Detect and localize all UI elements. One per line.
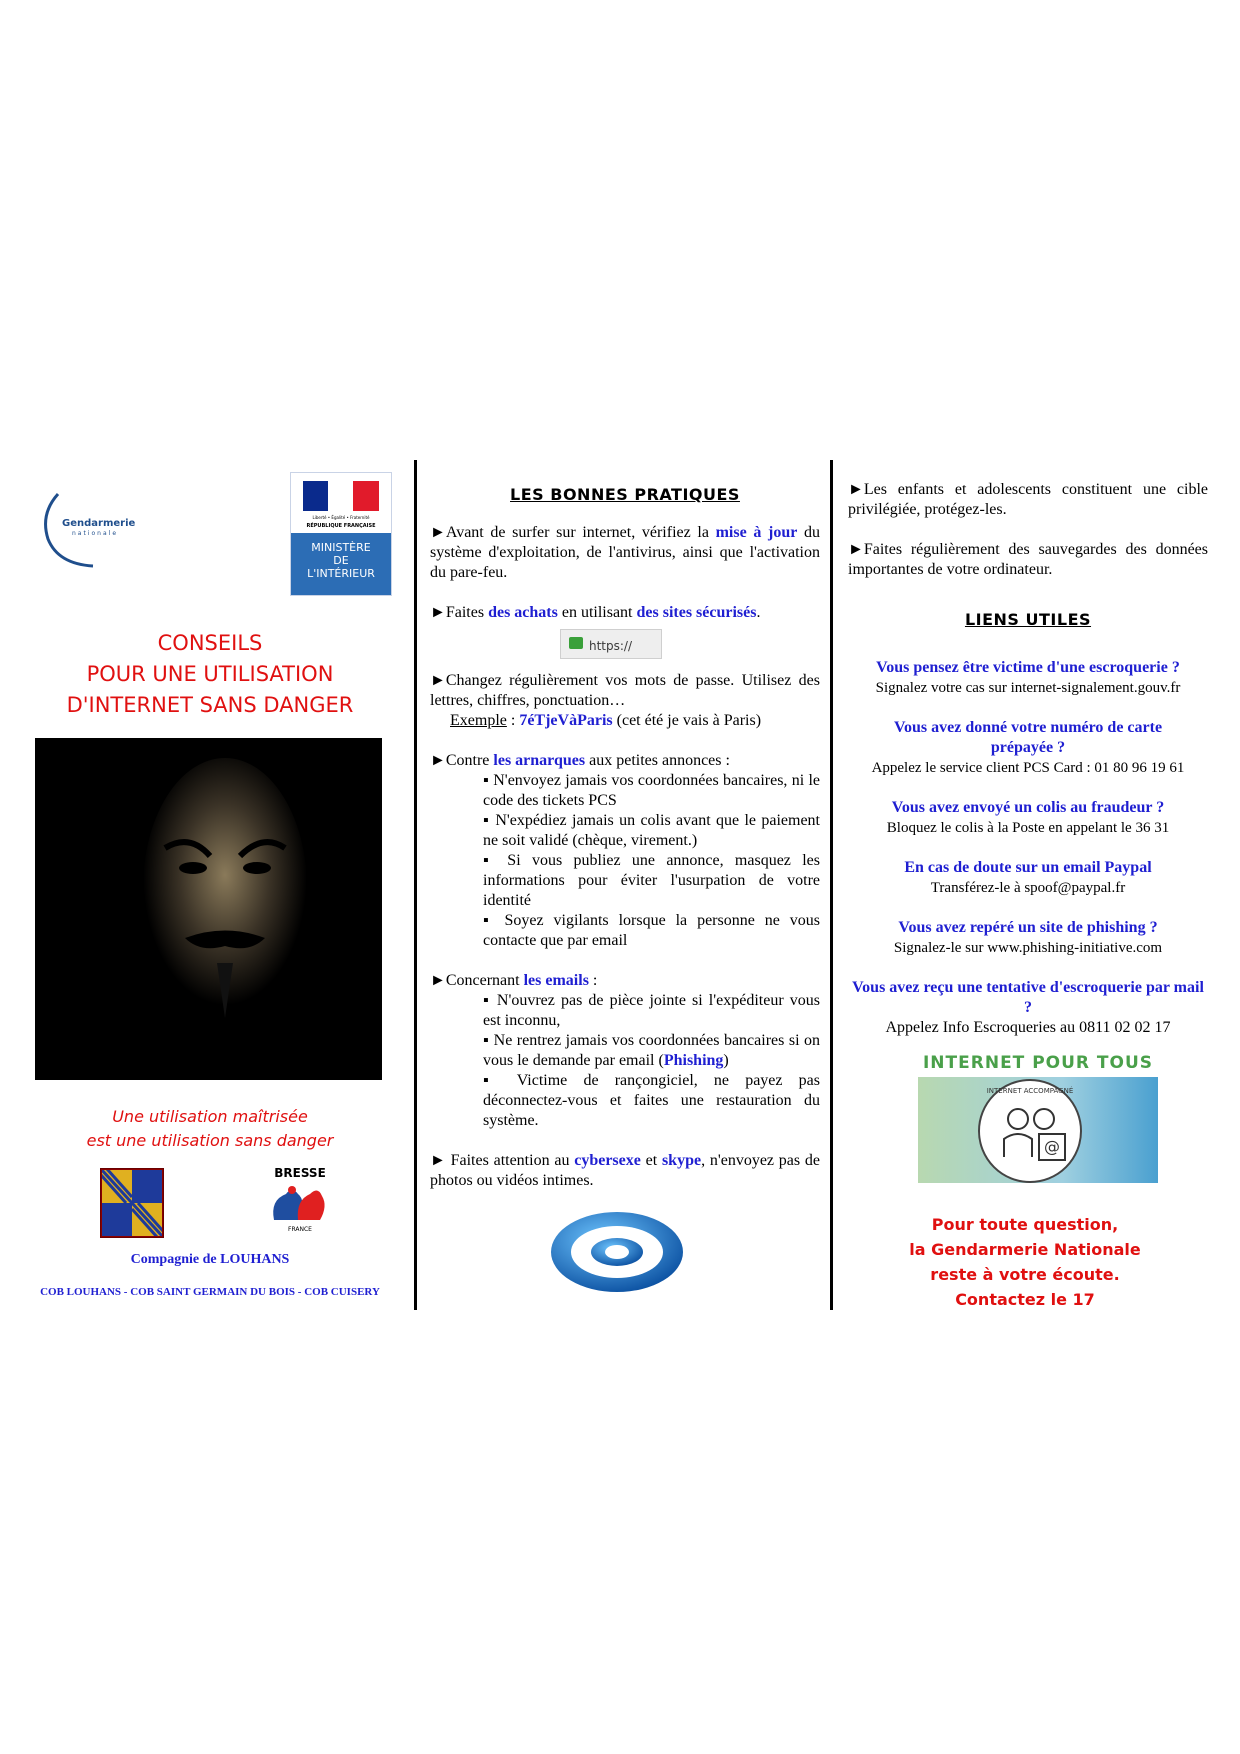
tagline-line-1: Une utilisation maîtrisée (112, 1107, 308, 1126)
useful-link-answer: Signalez-le sur www.phishing-initiative.com (893, 940, 1163, 956)
column-divider-2 (830, 460, 833, 1310)
list-item: ▪ Soyez vigilants lorsque la personne ne vous contacte que par email (483, 912, 820, 949)
tip-emails-post: : (588, 972, 598, 989)
tagline (40, 1105, 380, 1153)
tip-updates (430, 523, 820, 583)
brigades-list: COB LOUHANS - COB SAINT GERMAIN DU BOIS - COB CUISERY (40, 1286, 380, 1298)
column-divider-1 (414, 460, 417, 1310)
lock-icon (569, 637, 583, 649)
middle-column (430, 485, 820, 1191)
useful-link (848, 858, 1208, 898)
tip-secure-highlight-2: des sites sécurisés (636, 604, 757, 621)
gendarmerie-logo (38, 484, 148, 574)
ipt-at-icon: @ (1038, 1133, 1066, 1161)
tip-secure-pre: ►Faites (430, 604, 489, 621)
tip-children: ►Les enfants et adolescents constituent une cible privilégiée, protégez-les. (848, 481, 1208, 518)
title-line-2: POUR UNE UTILISATION (86, 662, 334, 686)
list-item: ▪ N'ouvrez pas de pièce jointe si l'expéditeur vous est inconnu, (483, 992, 820, 1029)
tip-classifieds-pre: ►Contre (430, 752, 494, 769)
closing-message (860, 1212, 1190, 1312)
ipt-badge (978, 1079, 1082, 1183)
phishing-bullet-pre: ▪ Ne rentrez jamais vos coordonnées bancaires si on vous le demande par email ( (483, 1032, 820, 1069)
bonnes-pratiques-heading: LES BONNES PRATIQUES (510, 485, 740, 504)
tip-cybersex-mid: et (640, 1152, 662, 1169)
list-item: ▪ N'envoyez jamais vos coordonnées bancaires, ni le code des tickets PCS (483, 772, 820, 809)
closing-line-4: Contactez le 17 (955, 1290, 1095, 1309)
useful-link (848, 718, 1208, 778)
tagline-line-2: est une utilisation sans danger (86, 1131, 334, 1150)
main-title (40, 628, 380, 721)
tip-emails (430, 971, 820, 991)
ministry-logo (290, 472, 392, 596)
gendarmerie-logo-line2: nationale (72, 530, 119, 537)
tip-cybersex-pre: ► Faites attention au (430, 1152, 575, 1169)
tip-updates-pre: ►Avant de surfer sur internet, vérifiez la (430, 524, 716, 541)
rooster-icon (262, 1180, 338, 1226)
list-item: ▪ Victime de rançongiciel, ne payez pas déconnectez-vous et faites une restauration du système. (483, 1072, 820, 1129)
tip-cybersex (430, 1151, 820, 1191)
gendarmerie-logo-line1: Gendarmerie (62, 518, 136, 529)
at-sign-logo (548, 1208, 686, 1296)
ipt-banner (918, 1077, 1158, 1183)
useful-link-answer: Signalez votre cas sur internet-signalement.gouv.fr (875, 680, 1181, 696)
useful-link (848, 918, 1208, 958)
tip-cybersex-highlight-2: skype (661, 1152, 702, 1169)
example-note: (cet été je vais à Paris) (612, 712, 762, 729)
tip-classifieds (430, 751, 820, 771)
marianne-flag (303, 481, 379, 511)
example-label: Exemple (450, 712, 507, 729)
ministry-republic: RÉPUBLIQUE FRANÇAISE (306, 523, 376, 529)
useful-link-question: Vous avez envoyé un colis au fraudeur ? (891, 799, 1165, 816)
tip-updates-highlight: mise à jour (715, 524, 798, 541)
title-line-1: CONSEILS (157, 631, 263, 655)
closing-line-1: Pour toute question, (931, 1215, 1119, 1234)
password-example (430, 711, 820, 731)
useful-link-answer: Bloquez le colis à la Poste en appelant le 36 31 (886, 820, 1170, 836)
title-line-3: D'INTERNET SANS DANGER (66, 693, 354, 717)
useful-link-question: Vous pensez être victime d'une escroquerie ? (876, 659, 1180, 676)
useful-link-answer: Appelez le service client PCS Card : 01 80 96 19 61 (871, 760, 1185, 776)
useful-link (848, 798, 1208, 838)
bresse-logo (262, 1166, 338, 1242)
bresse-country: FRANCE (288, 1226, 312, 1233)
tip-emails-highlight: les emails (523, 972, 589, 989)
tip-secure-post: . (756, 604, 761, 621)
phishing-bullet-highlight: Phishing (663, 1052, 724, 1069)
useful-link-question: En cas de doute sur un email Paypal (904, 859, 1152, 876)
tip-cybersex-highlight-1: cybersexe (574, 1152, 641, 1169)
tip-secure-mid: en utilisant (557, 604, 637, 621)
anonymous-mask-image (35, 738, 382, 1080)
tip-classifieds-post: aux petites annonces : (585, 752, 730, 769)
ministry-motto: Liberté • Égalité • Fraternité (312, 515, 370, 520)
useful-link-question: Vous avez repéré un site de phishing ? (898, 919, 1158, 936)
example-colon: : (506, 712, 520, 729)
tip-cybersex-post: , n'envoyez pas de photos ou vidéos intimes. (430, 1152, 821, 1189)
bresse-label: BRESSE (274, 1166, 326, 1180)
closing-line-3: reste à votre écoute. (930, 1265, 1120, 1284)
tip-passwords: ►Changez régulièrement vos mots de passe. Utilisez des lettres, chiffres, ponctuation… (430, 672, 820, 709)
gendarmerie-emblem (38, 484, 148, 574)
useful-link-question: Vous avez reçu une tentative d'escroquerie par mail ? (852, 979, 1204, 1016)
https-badge-text: https:// (589, 639, 633, 653)
tip-updates-post: du système d'exploitation, de l'antivirus, ainsi que l'activation du pare-feu. (430, 524, 821, 581)
ministry-line3: L'INTÉRIEUR (307, 567, 375, 580)
internet-pour-tous-logo (918, 1053, 1158, 1187)
phishing-bullet-post: ) (723, 1052, 729, 1069)
useful-link-question: Vous avez donné votre numéro de carte prépayée ? (893, 719, 1163, 756)
useful-link-answer: Transférez-le à spoof@paypal.fr (930, 880, 1126, 896)
useful-link-answer: Appelez Info Escroqueries au 0811 02 02 17 (885, 1019, 1171, 1036)
ipt-title: INTERNET POUR TOUS (922, 1053, 1154, 1073)
liens-utiles-heading: LIENS UTILES (964, 610, 1092, 629)
company-name: Compagnie de LOUHANS (130, 1252, 290, 1267)
list-item: ▪ N'expédiez jamais un colis avant que le paiement ne soit validé (chèque, virement.) (483, 812, 820, 849)
tip-secure-highlight-1: des achats (488, 604, 558, 621)
useful-link (848, 658, 1208, 698)
users-icon (980, 1081, 1080, 1181)
example-value: 7éTjeVàParis (519, 712, 613, 729)
right-column (848, 480, 1208, 1038)
list-item: ▪ Si vous publiez une annonce, masquez les informations pour éviter l'usurpation de votre identité (483, 852, 820, 909)
https-badge (560, 629, 662, 659)
ministry-line1: MINISTÈRE (311, 541, 371, 554)
ministry-blue-box (291, 533, 391, 595)
list-item (430, 1031, 820, 1071)
tip-secure-purchases (430, 603, 820, 623)
closing-line-2: la Gendarmerie Nationale (909, 1240, 1141, 1259)
tip-classifieds-highlight: les arnarques (493, 752, 586, 769)
useful-link (848, 978, 1208, 1038)
tip-emails-pre: ►Concernant (430, 972, 524, 989)
tip-backups: ►Faites régulièrement des sauvegardes des données importantes de votre ordinateur. (848, 541, 1208, 578)
ministry-line2: DE (333, 554, 349, 567)
ipt-arc-text: INTERNET ACCOMPAGNÉ (986, 1087, 1074, 1095)
burgundy-coat-of-arms (100, 1168, 164, 1238)
